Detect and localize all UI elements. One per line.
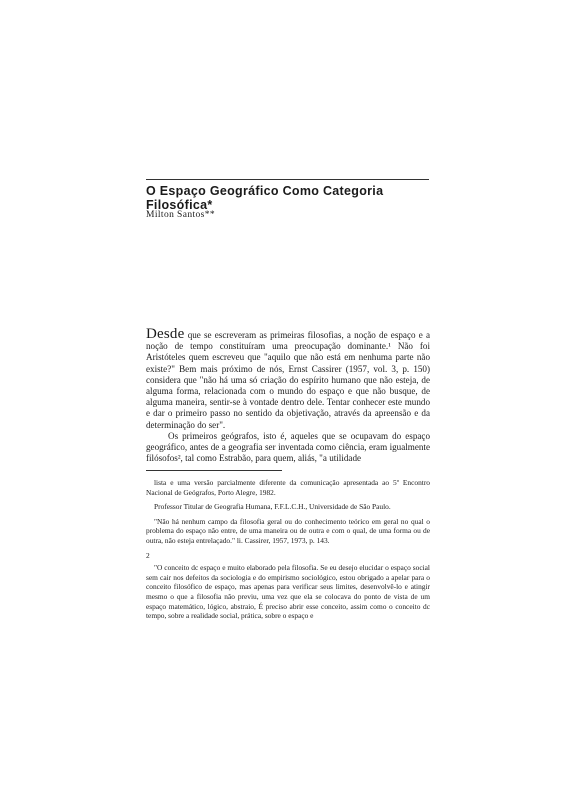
footnote-star <box>146 478 430 497</box>
footnote-rule <box>146 470 282 471</box>
article-author: Milton Santos** <box>146 210 216 220</box>
footnote-double-star-text: Professor Titular de Geografia Humana, F.F.L.C.H., Universidade de São Paulo. <box>154 502 391 512</box>
footnote-double-star <box>146 502 430 512</box>
article-title: O Espaço Geográfico Como Categoria Filosófica* <box>146 184 384 212</box>
footnote-1: "Não há nenhum campo da filosofia geral ou do conhecimento teórico em geral no qual o problema do espaço não entre, de uma maneira ou de outra e com o qual, de uma forma ou de outra, não esteja entrelaçado." li. Cassirer, 1957, 1973, p. 143. <box>146 516 430 545</box>
paragraph-1 <box>146 326 430 431</box>
footnote-star-text: lista e uma versão parcialmente diferente da comunicação apresentada ao 5º Encontro Nacional de Geógrafos, Porto Alegre, 1982. <box>146 478 430 497</box>
article-body <box>146 326 430 464</box>
footnote-2: "O conceito dc espaço e muito elaborado pela filosofia. Se eu desejo elucidar o espaço social sem cair nos defeitos da sociologia e do empirismo sociológico, estou obrigado a apelar para o conceito filosófico de espaço, mas apenas para verificar seus limites, desenvolvê-lo e atingir mesmo o que a filosofia não previu, uma vez que ela se colocava do ponto de vista de um espaço matemático, lógico, abstraio, É preciso abrir esse conceito, assim como o conceito dc tempo, sobre a realidade social, prática, sobre o espaço e <box>146 563 430 621</box>
footnotes <box>146 478 430 626</box>
opening-word: Desde <box>146 326 185 342</box>
title-rule <box>146 179 429 180</box>
paragraph-2: Os primeiros geógrafos, isto é, aqueles que se ocupavam do espaço geográfico, antes de a geografia ser inventada como ciência, eram igualmente filósofos², tal como Estrabão, para quem, aliás, "a utilidade <box>146 430 430 464</box>
footnote-2-number: 2 <box>146 550 150 560</box>
paragraph-1-text: que se escreveram as primeiras filosofias, a noção de espaço e a noção de tempo constituíram uma preocupação dominante.¹ Não foi Aristóteles quem escreveu que "aquilo que não está em nenhuma parte não existe?" Bem mais próximo de nós, Ernst Cassirer (1957, vol. 3, p. 150) considera que "não há uma só criação do espírito humano que não esteja, de alguma forma, relacionada com o mundo do espaço e que não busque, de alguma maneira, sentir-se à vontade dentro dele. Tentar conhecer este mundo e dar o primeiro passo no sentido da objetivação, através da apreensão e da determinação do ser". <box>146 330 430 430</box>
